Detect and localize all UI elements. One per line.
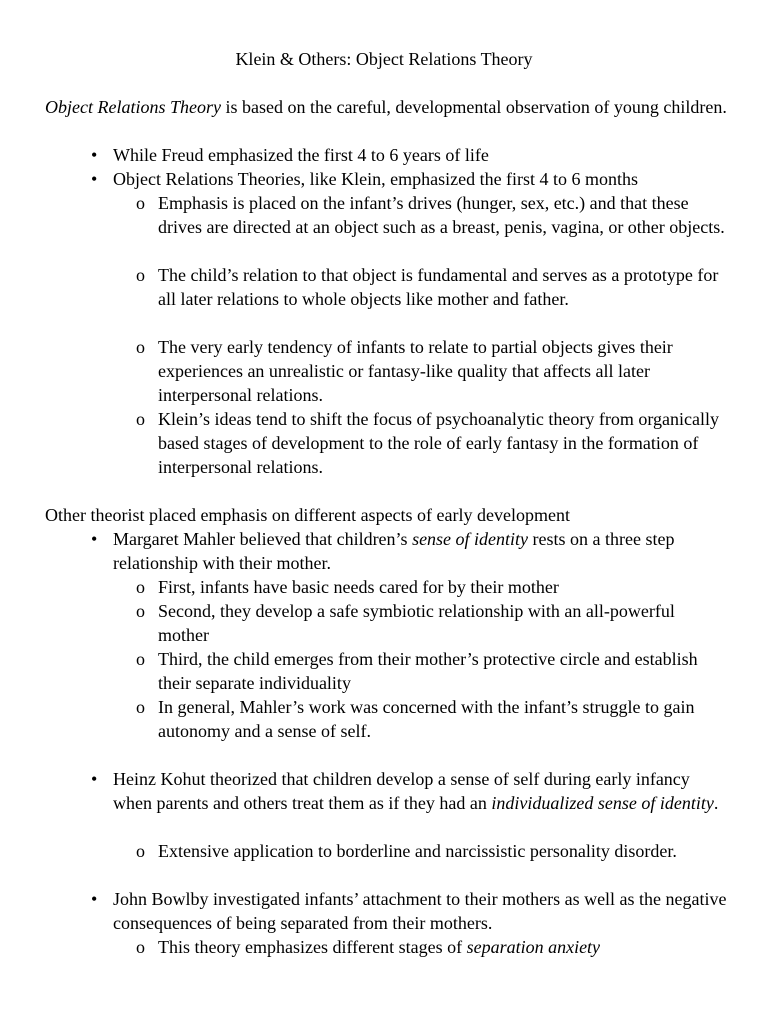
subbullet-text: Emphasis is placed on the infant’s drives (hunger, sex, etc.) and that these drives are directed at an object such as a breast, penis, vagina, or other objects. [158,193,725,237]
subbullet-mahler-second [136,599,730,647]
bowlby-text: John Bowlby investigated infants’ attachment to their mothers as well as the negative consequences of being separated from their mothers. [113,889,727,933]
circle-bullet-icon: o [136,937,145,957]
mahler-text-post: rests on a three step relationship with their mother. [113,529,675,573]
bullet-dot-icon: • [91,145,98,165]
bullet-freud [91,143,733,167]
subbullet-text: The child’s relation to that object is fundamental and serves as a prototype for all later relations to whole objects like mother and father. [158,265,719,309]
circle-bullet-icon: o [136,577,145,597]
intro-term: Object Relations Theory [45,97,221,117]
bullet-mahler [91,527,733,575]
circle-bullet-icon: o [136,649,145,669]
bowlby-sub-pre: This theory emphasizes different stages of [158,937,467,957]
subbullet-klein-ideas [136,407,730,479]
intro-text: is based on the careful, developmental observation of young children. [220,97,727,117]
subbullet-mahler-general [136,695,730,743]
subbullet-partial-objects [136,335,730,407]
section2-heading: Other theorist placed emphasis on different aspects of early development [45,505,570,525]
mahler-text-em: sense of identity [412,529,529,549]
bullet-text: Object Relations Theories, like Klein, emphasized the first 4 to 6 months [113,169,639,189]
subbullet-text: The very early tendency of infants to relate to partial objects gives their experiences an unrealistic or fantasy-like quality that affects all later interpersonal relations. [158,337,673,405]
subbullet-text: First, infants have basic needs cared for by their mother [158,577,559,597]
subbullet-kohut-application [136,839,730,863]
bullet-object-relations [91,167,733,191]
kohut-text-pre: Heinz Kohut theorized that children develop a sense of self during early infancy when parents and others treat them as if they had an [113,769,690,813]
circle-bullet-icon: o [136,193,145,213]
subbullet-drives [136,191,730,239]
subbullet-text: Third, the child emerges from their mother’s protective circle and establish their separate individuality [158,649,698,693]
circle-bullet-icon: o [136,265,145,285]
bowlby-sub-em: separation anxiety [466,937,601,957]
subbullet-relation [136,263,730,311]
circle-bullet-icon: o [136,697,145,717]
subbullet-text: Extensive application to borderline and narcissistic personality disorder. [158,841,677,861]
page-title: Klein & Others: Object Relations Theory [235,49,533,69]
circle-bullet-icon: o [136,409,145,429]
subbullet-text: In general, Mahler’s work was concerned with the infant’s struggle to gain autonomy and a sense of self. [158,697,695,741]
bullet-dot-icon: • [91,529,98,549]
subbullet-bowlby-separation [136,935,730,959]
subbullet-mahler-third [136,647,730,695]
bullet-dot-icon: • [91,889,98,909]
mahler-text-pre: Margaret Mahler believed that children’s [113,529,413,549]
kohut-text-em: individualized sense of identity [491,793,714,813]
subbullet-text: Klein’s ideas tend to shift the focus of psychoanalytic theory from organically based stages of development to the role of early fantasy in the formation of interpersonal relations. [158,409,720,477]
subbullet-mahler-first [136,575,730,599]
bullet-kohut [91,767,733,815]
subbullet-text: Second, they develop a safe symbiotic relationship with an all-powerful mother [158,601,675,645]
bullet-bowlby [91,887,733,935]
circle-bullet-icon: o [136,601,145,621]
bullet-dot-icon: • [91,769,98,789]
bullet-dot-icon: • [91,169,98,189]
bullet-text: While Freud emphasized the first 4 to 6 years of life [113,145,489,165]
circle-bullet-icon: o [136,337,145,357]
circle-bullet-icon: o [136,841,145,861]
kohut-text-post: . [713,793,719,813]
intro-paragraph [45,95,735,119]
